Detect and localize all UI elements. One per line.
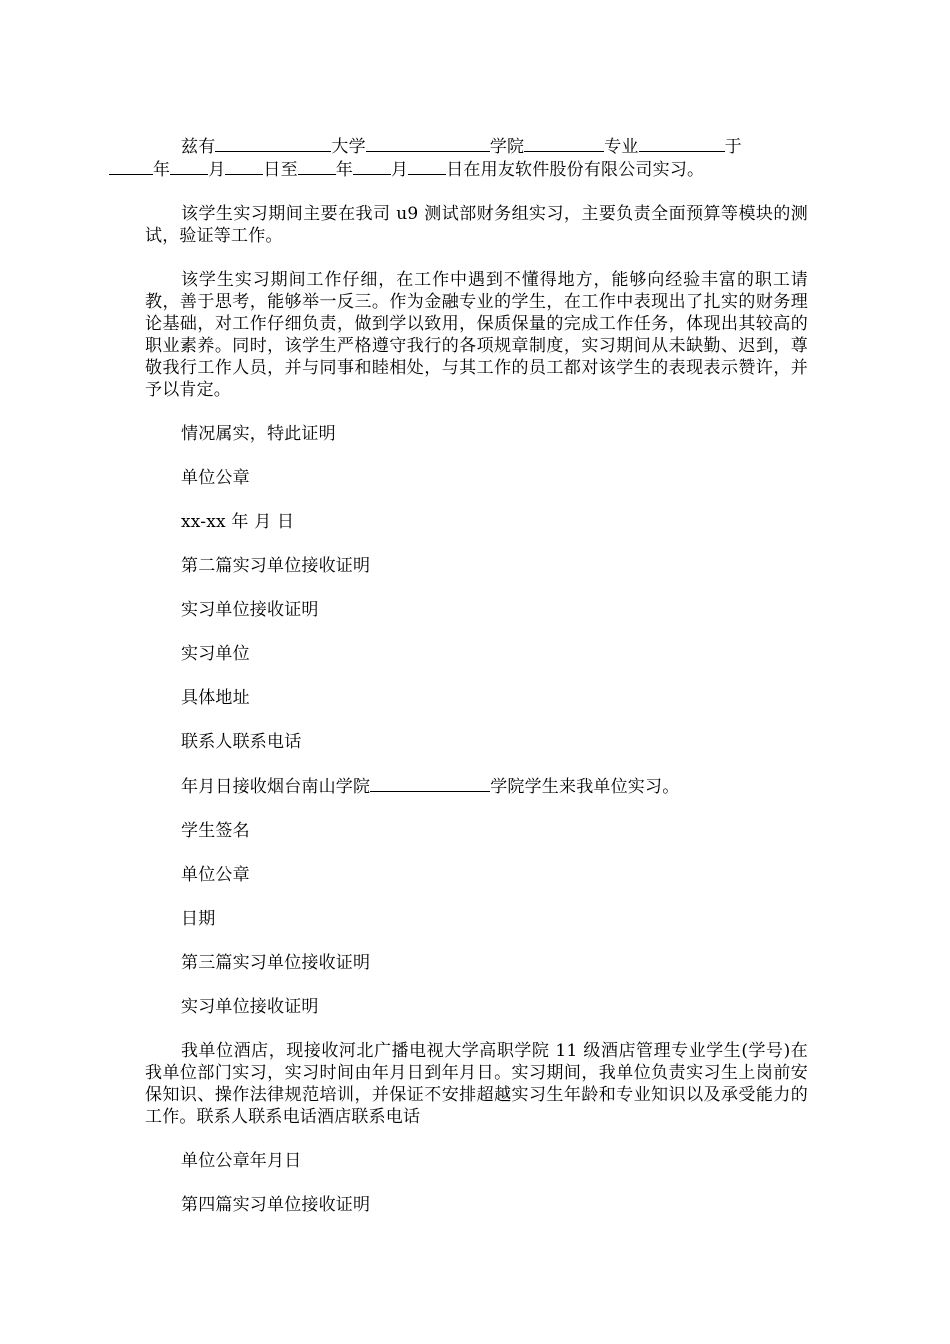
line-seal-2: 单位公章 [181,865,250,885]
line-seal-date: 单位公章年月日 [181,1151,302,1171]
blank-receive-college [370,775,490,792]
intro-text-9: 年 [335,160,354,180]
document-body [145,135,808,1238]
line-date-2: 日期 [181,909,216,929]
blank-major [524,135,604,152]
paragraph-hotel: 我单位酒店，现接收河北广播电视大学高职学院 11 级酒店管理专业学生(学号)在我单位部门实习，实习时间由年月日到年月日。实习期间，我单位负责实习生上岗前安保知识、操作法律规范培训，并保证不安排超越实习生年龄和专业知识以及承受能力的工作。联系人联系电话酒店联系电话 [145,1041,808,1127]
line-confirm: 情况属实，特此证明 [181,424,336,444]
intro-text-7: 月 [208,160,226,180]
intro-text-5: 于 [724,137,742,157]
blank-month-end [353,158,391,175]
certificate-title-3: 实习单位接收证明 [181,997,319,1017]
receive-text-2: 学院学生来我单位实习。 [490,777,680,797]
paragraph-duties: 该学生实习期间主要在我司 u9 测试部财务组实习，主要负责全面预算等模块的测试，验证等工作。 [145,204,808,246]
section-heading-2: 第二篇实习单位接收证明 [181,556,371,576]
intro-text-10: 月 [391,160,409,180]
line-address: 具体地址 [181,688,250,708]
blank-year-start [109,158,153,175]
paragraph-evaluation: 该学生实习期间工作仔细，在工作中遇到不懂得地方，能够向经验丰富的职工请教，善于思考，能够举一反三。作为金融专业的学生，在工作中表现出了扎实的财务理论基础，对工作仔细负责，做到学以致用，保质保量的完成工作任务，体现出其较高的职业素养。同时，该学生严格遵守我行的各项规章制度，实习期间从未缺勤、迟到，尊敬我行工作人员，并与同事和睦相处，与其工作的员工都对该学生的表现表示赞许，并予以肯定。 [145,270,808,400]
intro-text-1: 兹有 [181,137,216,157]
line-seal-1: 单位公章 [181,468,250,488]
blank-year-end [298,158,336,175]
line-receive [145,775,808,798]
section-heading-3: 第三篇实习单位接收证明 [181,953,371,973]
paragraph-intro [145,135,808,181]
intro-text-8: 日至 [263,160,298,180]
certificate-title-2: 实习单位接收证明 [181,600,319,620]
line-contact: 联系人联系电话 [181,732,302,752]
blank-day-end [408,158,446,175]
receive-text-1: 年月日接收烟台南山学院 [181,777,371,797]
blank-university [215,135,331,152]
blank-month-start [170,158,208,175]
intro-text-6: 年 [153,160,171,180]
blank-college [366,135,490,152]
line-student-sign: 学生签名 [181,821,250,841]
blank-major-2 [639,135,725,152]
intro-text-2: 大学 [331,137,366,157]
line-date-1: xx-xx 年 月 日 [181,512,295,532]
intro-text-11: 日在用友软件股份有限公司实习。 [446,160,705,180]
intro-text-3: 学院 [489,137,525,157]
line-unit: 实习单位 [181,644,250,664]
blank-day-start [225,158,263,175]
section-heading-4: 第四篇实习单位接收证明 [181,1195,371,1215]
intro-text-4: 专业 [604,137,639,157]
